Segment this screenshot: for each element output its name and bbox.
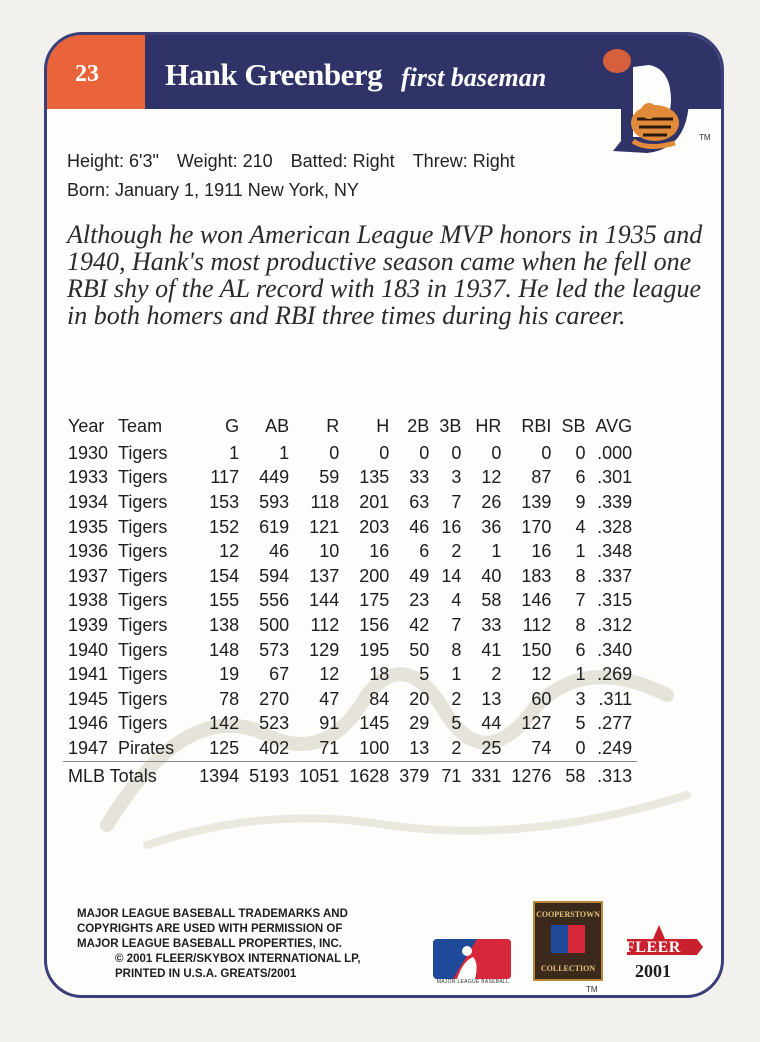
cell-h: 0: [379, 442, 390, 463]
cell-r: 137: [309, 565, 340, 586]
cell-g: 78: [219, 688, 240, 709]
col-ab: AB: [265, 415, 290, 436]
cell-sb: 1: [575, 664, 586, 685]
card-back: [44, 32, 724, 998]
cell-3b: 2: [451, 688, 462, 709]
cell-h: 18: [369, 664, 390, 685]
stats-header-row: [63, 411, 637, 441]
cell-rbi: 112: [522, 614, 552, 635]
cell-2b: 42: [409, 614, 430, 635]
cell-sb: 0: [575, 442, 586, 463]
cell-r: 118: [310, 491, 340, 512]
cell-hr: 12: [481, 467, 502, 488]
total-2b: 379: [394, 761, 434, 792]
stats-row: [63, 564, 637, 589]
cell-ab: 523: [259, 713, 290, 734]
cell-2b: 33: [409, 467, 430, 488]
legal-line-3: MAJOR LEAGUE BASEBALL PROPERTIES, INC.: [77, 938, 342, 950]
cell-avg: .328: [597, 516, 633, 537]
stats-row: [63, 539, 637, 564]
mlb-logo-text: MAJOR LEAGUE BASEBALL: [436, 979, 510, 985]
cell-team: Tigers: [118, 491, 168, 512]
cell-h: 135: [359, 467, 390, 488]
cell-3b: 14: [441, 565, 462, 586]
cell-r: 112: [310, 614, 340, 635]
cell-r: 71: [319, 737, 340, 758]
cell-sb: 7: [575, 590, 586, 611]
cell-hr: 41: [481, 639, 502, 660]
total-avg: .313: [590, 761, 637, 792]
cell-rbi: 127: [521, 713, 552, 734]
cell-g: 148: [209, 639, 240, 660]
cell-2b: 0: [419, 442, 430, 463]
cell-sb: 0: [575, 737, 586, 758]
cell-2b: 13: [409, 737, 430, 758]
total-g: 1394: [194, 761, 244, 792]
total-3b: 71: [434, 761, 466, 792]
cell-sb: 4: [575, 516, 586, 537]
cell-g: 125: [209, 737, 240, 758]
cell-r: 129: [309, 639, 340, 660]
col-team: Team: [118, 415, 163, 436]
cell-g: 152: [209, 516, 240, 537]
stats-row: [63, 589, 637, 614]
stats-table: [63, 411, 637, 792]
cell-ab: 619: [259, 516, 290, 537]
cell-sb: 8: [575, 614, 586, 635]
cell-avg: .277: [597, 713, 633, 734]
cell-h: 200: [359, 565, 390, 586]
cell-2b: 50: [409, 639, 430, 660]
col-rbi: RBI: [521, 415, 552, 436]
cell-sb: 3: [575, 688, 586, 709]
cell-g: 12: [219, 541, 240, 562]
legal-notice: [77, 907, 407, 982]
cell-h: 201: [359, 491, 390, 512]
cell-team: Tigers: [118, 442, 168, 463]
cell-3b: 16: [441, 516, 462, 537]
stats-row: [63, 515, 637, 540]
cell-r: 121: [309, 516, 340, 537]
cell-team: Tigers: [118, 614, 168, 635]
player-name: Hank Greenberg: [165, 57, 383, 92]
cell-ab: 556: [259, 590, 290, 611]
bio-height: Height: 6'3": [67, 151, 159, 171]
cell-h: 16: [369, 541, 390, 562]
cell-3b: 3: [451, 467, 462, 488]
cell-year: 1930: [68, 442, 109, 463]
bio-batted: Batted: Right: [290, 151, 395, 171]
cell-h: 203: [359, 516, 390, 537]
cell-2b: 6: [419, 541, 430, 562]
stats-row: [63, 466, 637, 491]
cell-hr: 58: [481, 590, 502, 611]
legal-line-1: MAJOR LEAGUE BASEBALL TRADEMARKS AND: [77, 908, 348, 920]
coop-line-2: COLLECTION: [540, 964, 596, 973]
cell-3b: 2: [451, 737, 462, 758]
cell-ab: 594: [259, 565, 290, 586]
stats-row: [63, 662, 637, 687]
fleer-wordmark: FLEER: [625, 939, 681, 956]
coop-line-1: COOPERSTOWN: [536, 910, 600, 919]
legal-line-4: © 2001 FLEER/SKYBOX INTERNATIONAL LP,: [115, 953, 361, 965]
cell-hr: 44: [481, 713, 502, 734]
cell-h: 84: [369, 688, 390, 709]
cell-avg: .339: [597, 491, 633, 512]
coop-trademark: TM: [586, 985, 598, 994]
bio-block: [67, 147, 533, 205]
bio-weight: Weight: 210: [176, 151, 273, 171]
logo-trademark: TM: [699, 133, 711, 142]
cell-avg: .249: [597, 737, 633, 758]
cell-h: 145: [359, 713, 390, 734]
cell-hr: 0: [491, 442, 502, 463]
legal-line-2: COPYRIGHTS ARE USED WITH PERMISSION OF: [77, 923, 343, 935]
stats-body: [63, 441, 637, 792]
stats-row: [63, 638, 637, 663]
cell-rbi: 170: [521, 516, 552, 537]
cell-hr: 2: [491, 664, 502, 685]
legal-line-5: PRINTED IN U.S.A. GREATS/2001: [115, 968, 297, 980]
cell-year: 1938: [68, 590, 109, 611]
cell-rbi: 150: [521, 639, 552, 660]
cell-3b: 0: [451, 442, 462, 463]
cell-year: 1935: [68, 516, 109, 537]
cell-r: 10: [319, 541, 340, 562]
col-h: H: [376, 415, 390, 436]
cell-g: 153: [209, 491, 240, 512]
total-sb: 58: [556, 761, 590, 792]
cell-avg: .312: [597, 614, 633, 635]
cell-year: 1939: [68, 614, 109, 635]
col-2b: 2B: [407, 415, 430, 436]
cell-team: Tigers: [118, 541, 168, 562]
cell-sb: 1: [575, 541, 586, 562]
cell-ab: 46: [269, 541, 290, 562]
stats-totals-row: [63, 761, 637, 792]
col-3b: 3B: [439, 415, 462, 436]
cell-hr: 36: [481, 516, 502, 537]
cell-team: Pirates: [118, 737, 175, 758]
cell-avg: .315: [597, 590, 633, 611]
col-avg: AVG: [595, 415, 633, 436]
cell-year: 1937: [68, 565, 109, 586]
cell-sb: 5: [575, 713, 586, 734]
cell-rbi: 74: [531, 737, 552, 758]
cell-team: Tigers: [118, 590, 168, 611]
cell-ab: 270: [259, 688, 290, 709]
cell-ab: 573: [259, 639, 290, 660]
cell-hr: 40: [481, 565, 502, 586]
cell-hr: 26: [481, 491, 502, 512]
cell-rbi: 16: [531, 541, 552, 562]
cell-r: 12: [319, 664, 340, 685]
cell-year: 1933: [68, 467, 109, 488]
cell-g: 1: [229, 442, 240, 463]
cell-2b: 49: [409, 565, 430, 586]
bio-line-physical: [67, 147, 533, 176]
cell-avg: .000: [597, 442, 633, 463]
cell-g: 19: [219, 664, 240, 685]
bio-born: Born: January 1, 1911 New York, NY: [67, 180, 359, 200]
cell-2b: 46: [409, 516, 430, 537]
total-h: 1628: [344, 761, 394, 792]
cell-r: 91: [319, 713, 340, 734]
cell-hr: 13: [481, 688, 502, 709]
cell-hr: 25: [481, 737, 502, 758]
cell-g: 154: [209, 565, 240, 586]
total-hr: 331: [466, 761, 506, 792]
cell-h: 195: [359, 639, 390, 660]
cell-ab: 500: [259, 614, 290, 635]
col-year: Year: [68, 415, 105, 436]
cell-3b: 4: [451, 590, 462, 611]
total-r: 1051: [294, 761, 344, 792]
cell-g: 155: [209, 590, 240, 611]
cell-year: 1941: [68, 664, 109, 685]
cell-rbi: 146: [521, 590, 552, 611]
cell-ab: 402: [259, 737, 290, 758]
cell-3b: 2: [451, 541, 462, 562]
cell-avg: .311: [598, 688, 633, 709]
cell-year: 1947: [68, 737, 109, 758]
cell-avg: .337: [597, 565, 633, 586]
col-hr: HR: [475, 415, 502, 436]
cell-2b: 23: [409, 590, 430, 611]
col-r: R: [326, 415, 340, 436]
cell-r: 47: [319, 688, 340, 709]
player-position: first baseman: [401, 63, 547, 92]
total-rbi: 1276: [506, 761, 556, 792]
mlb-logo-icon: [433, 939, 511, 979]
cell-team: Tigers: [118, 639, 168, 660]
cell-rbi: 183: [521, 565, 552, 586]
cell-ab: 67: [269, 664, 290, 685]
cell-rbi: 87: [531, 467, 552, 488]
cell-2b: 5: [419, 664, 430, 685]
cell-h: 175: [359, 590, 390, 611]
totals-label: MLB Totals: [63, 761, 194, 792]
cell-year: 1934: [68, 491, 109, 512]
cell-rbi: 0: [541, 442, 552, 463]
total-ab: 5193: [244, 761, 294, 792]
cell-avg: .269: [597, 664, 633, 685]
cell-year: 1936: [68, 541, 109, 562]
cell-2b: 63: [409, 491, 430, 512]
cell-r: 0: [329, 442, 340, 463]
cell-g: 117: [210, 467, 240, 488]
cell-year: 1946: [68, 713, 109, 734]
cell-hr: 1: [491, 541, 502, 562]
cell-avg: .348: [597, 541, 633, 562]
stats-row: [63, 613, 637, 638]
bio-threw: Threw: Right: [412, 151, 515, 171]
cell-sb: 8: [575, 565, 586, 586]
career-blurb: Although he won American League MVP honors in 1935 and 1940, Hank's most productive season came when he fell one RBI shy of the AL record with 183 in 1937. He led the league in both homers and RBI three times during his career.: [67, 220, 703, 330]
stats-row: [63, 490, 637, 515]
cell-3b: 8: [451, 639, 462, 660]
cell-sb: 9: [575, 491, 586, 512]
cell-ab: 449: [259, 467, 290, 488]
cell-3b: 1: [451, 664, 462, 685]
cell-team: Tigers: [118, 664, 168, 685]
cell-sb: 6: [575, 639, 586, 660]
tigers-d-logo-icon: [599, 41, 695, 159]
cell-h: 156: [359, 614, 390, 635]
cell-3b: 7: [451, 614, 462, 635]
cell-r: 59: [319, 467, 340, 488]
cooperstown-collection-badge-icon: [533, 901, 603, 981]
stats-row: [63, 687, 637, 712]
col-g: G: [225, 415, 240, 436]
cell-year: 1945: [68, 688, 109, 709]
cell-3b: 5: [451, 713, 462, 734]
cell-sb: 6: [575, 467, 586, 488]
cell-r: 144: [309, 590, 340, 611]
cell-team: Tigers: [118, 713, 168, 734]
cell-g: 138: [209, 614, 240, 635]
cell-g: 142: [209, 713, 240, 734]
cell-avg: .340: [597, 639, 633, 660]
cell-ab: 593: [259, 491, 290, 512]
cell-team: Tigers: [118, 516, 168, 537]
card-number: 23: [75, 61, 99, 87]
stats-row: [63, 441, 637, 466]
cell-avg: .301: [597, 467, 633, 488]
cell-2b: 20: [409, 688, 430, 709]
cell-team: Tigers: [118, 565, 168, 586]
cell-h: 100: [359, 737, 390, 758]
cell-rbi: 12: [531, 664, 552, 685]
cell-rbi: 139: [521, 491, 552, 512]
cell-year: 1940: [68, 639, 109, 660]
cell-2b: 29: [409, 713, 430, 734]
fleer-year: 2001: [635, 961, 671, 981]
cell-team: Tigers: [118, 688, 168, 709]
col-sb: SB: [561, 415, 586, 436]
cell-team: Tigers: [118, 467, 168, 488]
cell-hr: 33: [481, 614, 502, 635]
stats-row: [63, 736, 637, 761]
cell-ab: 1: [279, 442, 290, 463]
stats-row: [63, 712, 637, 737]
cell-rbi: 60: [531, 688, 552, 709]
cell-3b: 7: [451, 491, 462, 512]
